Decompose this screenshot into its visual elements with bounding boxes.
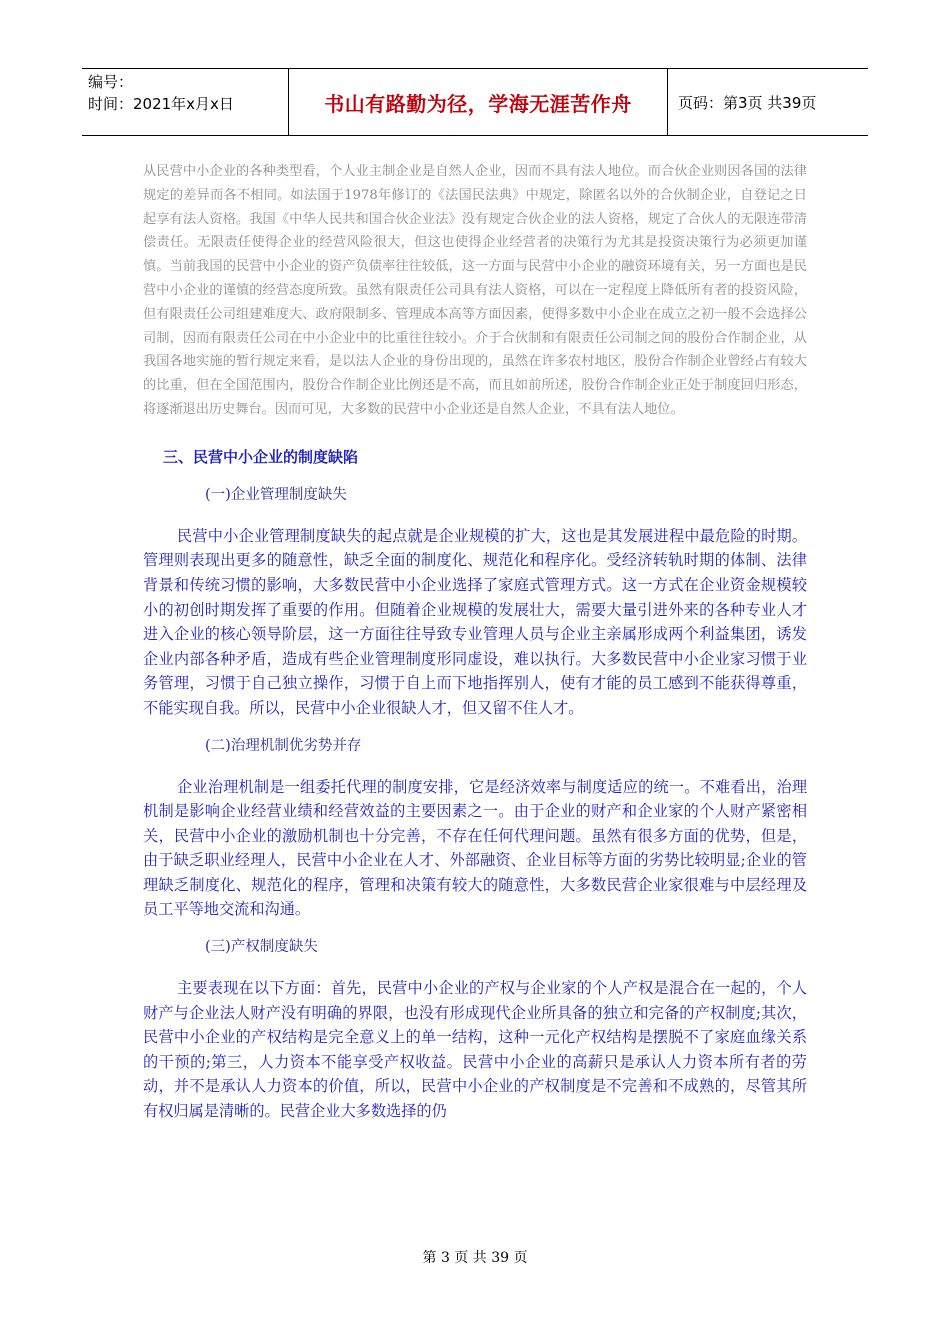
paragraph-governance: 企业治理机制是一组委托代理的制度安排，它是经济效率与制度适应的统一。不难看出，治理机制是影响企业经营业绩和经营效益的主要因素之一。由于企业的财产和企业家的个人财产紧密相关，民营中小企业的激励机制也十分完善，不存在任何代理问题。虽然有很多方面的优势，但是，由于缺乏职业经理人，民营中小企业在人才、外部融资、企业目标等方面的劣势比较明显;企业的管理缺乏制度化、规范化的程序，管理和决策有较大的随意性，大多数民营企业家很难与中层经理及员工平等地交流和沟通。	[143, 777, 807, 919]
subsection-heading-3: (三)产权制度缺失	[205, 939, 318, 956]
document-body	[143, 160, 807, 1124]
document-date: 时间：2021年x月x日	[88, 95, 234, 113]
page-header	[82, 68, 868, 136]
section-title: 三、民营中小企业的制度缺陷	[163, 447, 359, 466]
subsection-heading-2: (二)治理机制优劣势并存	[205, 737, 362, 754]
paragraph-management: 民营中小企业管理制度缺失的起点就是企业规模的扩大，这也是其发展进程中最危险的时期。管理则表现出更多的随意性，缺乏全面的制度化、规范化和程序化。受经济转轨时期的体制、法律背景和传统习惯的影响，大多数民营中小企业选择了家庭式管理方式。这一方式在企业资金规模较小的初创时期发挥了重要的作用。但随着企业规模的发展壮大，需要大量引进外来的各种专业人才进入企业的核心领导阶层，这一方面往往导致专业管理人员与企业主亲属形成两个利益集团，诱发企业内部各种矛盾，造成有些企业管理制度形同虚设，难以执行。大多数民营中小企业家习惯于业务管理，习惯于自己独立操作，习惯于自上而下地指挥别人，使有才能的员工感到不能获得尊重，不能实现自我。所以，民营中小企业很缺人才，但又留不住人才。	[143, 526, 807, 717]
header-motto: 书山有路勤为径，学海无涯苦作舟	[289, 69, 668, 135]
subsection-heading-1: (一)企业管理制度缺失	[205, 486, 347, 503]
intro-paragraph: 从民营中小企业的各种类型看，个人业主制企业是自然人企业，因而不具有法人地位。而合伙企业则因各国的法律规定的差异而各不相同。如法国于1978年修订的《法国民法典》中规定，除匿名以外的合伙制企业，自登记之日起享有法人资格。我国《中华人民共和国合伙企业法》没有规定合伙企业的法人资格，规定了合伙人的无限连带清偿责任。无限责任使得企业的经营风险很大，但这也使得企业经营者的决策行为尤其是投资决策行为必须更加谨慎。当前我国的民营中小企业的资产负债率往往较低，这一方面与民营中小企业的融资环境有关，另一方面也是民营中小企业的谨慎的经营态度所致。虽然有限责任公司具有法人资格，可以在一定程度上降低所有者的投资风险，但有限责任公司组建难度大、政府限制多、管理成本高等方面因素，使得多数中小企业在成立之初一般不会选择公司制，因而有限责任公司在中小企业中的比重往往较小。介于合伙制和有限责任公司制之间的股份合作制企业，从我国各地实施的暂行规定来看，是以法人企业的身份出现的，虽然在许多农村地区，股份合作制企业曾经占有较大的比重，但在全国范围内，股份合作制企业比例还是不高，而且如前所述，股份合作制企业正处于制度回归形态，将逐渐退出历史舞台。因而可见，大多数的民营中小企业还是自然人企业，不具有法人地位。	[143, 164, 807, 417]
page-footer: 第 3 页 共 39 页	[422, 1250, 528, 1266]
header-page-info: 页码：第3页 共39页	[678, 93, 817, 112]
document-number-label: 编号：	[88, 73, 134, 91]
header-meta	[82, 69, 289, 135]
paragraph-property-rights: 主要表现在以下方面：首先，民营中小企业的产权与企业家的个人产权是混合在一起的，个人财产与企业法人财产没有明确的界限，也没有形成现代企业所具备的独立和完备的产权制度;其次，民营中小企业的产权结构是完全意义上的单一结构，这种一元化产权结构是摆脱不了家庭血缘关系的干预的;第三，人力资本不能享受产权收益。民营中小企业的高薪只是承认人力资本所有者的劳动，并不是承认人力资本的价值，所以，民营中小企业的产权制度是不完善和不成熟的，尽管其所有权归属是清晰的。民营企业大多数选择的仍	[143, 979, 807, 1121]
